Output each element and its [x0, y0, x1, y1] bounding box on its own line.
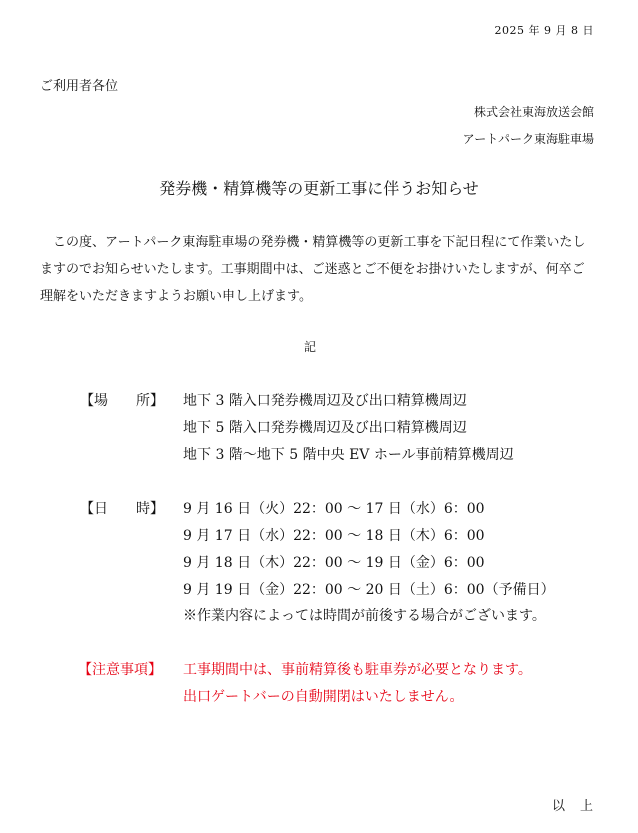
- schedule-item: 9 月 17 日（水）22：00 ～ 18 日（木）6：00: [183, 528, 485, 544]
- schedule-item: 9 月 19 日（金）22：00 ～ 20 日（土）6：00（予備日）: [183, 582, 555, 598]
- schedule-note: ※作業内容によっては時間が前後する場合がございます。: [183, 608, 546, 624]
- schedule-item: 9 月 16 日（火）22：00 ～ 17 日（水）6：00: [183, 501, 485, 517]
- document-title: 発券機・精算機等の更新工事に伴うお知らせ: [159, 179, 479, 198]
- location-item: 地下 3 階入口発券機周辺及び出口精算機周辺: [183, 393, 467, 409]
- document-date: 2025 年 9 月 8 日: [494, 24, 594, 37]
- addressee: ご利用者各位: [40, 79, 119, 94]
- closing-mark: 以 上: [551, 799, 594, 814]
- location-item: 地下 3 階～地下 5 階中央 EV ホール事前精算機周辺: [183, 447, 514, 463]
- body-text: [40, 229, 598, 310]
- location-label: 【場 所】: [80, 393, 164, 409]
- body-line: 理解をいただきますようお願い申し上げます。: [40, 289, 312, 304]
- sender-facility: アートパーク東海駐車場: [462, 132, 594, 146]
- sender-company: 株式会社東海放送会館: [473, 105, 594, 119]
- schedule-label: 【日 時】: [80, 501, 164, 517]
- location-item: 地下 5 階入口発券機周辺及び出口精算機周辺: [183, 420, 467, 436]
- caution-item: 工事期間中は、事前精算後も駐車券が必要となります。: [183, 662, 532, 678]
- ki-heading: 記: [303, 340, 316, 354]
- caution-label: 【注意事項】: [78, 662, 162, 678]
- schedule-item: 9 月 18 日（木）22：00 ～ 19 日（金）6：00: [183, 555, 485, 571]
- body-line: この度、アートパーク東海駐車場の発券機・精算機等の更新工事を下記日程にて作業いたし: [40, 235, 586, 250]
- body-line: ますのでお知らせいたします。工事期間中は、ご迷惑とご不便をお掛けいたしますが、何卒ご: [40, 262, 585, 277]
- caution-item: 出口ゲートバーの自動開閉はいたしません。: [183, 689, 464, 705]
